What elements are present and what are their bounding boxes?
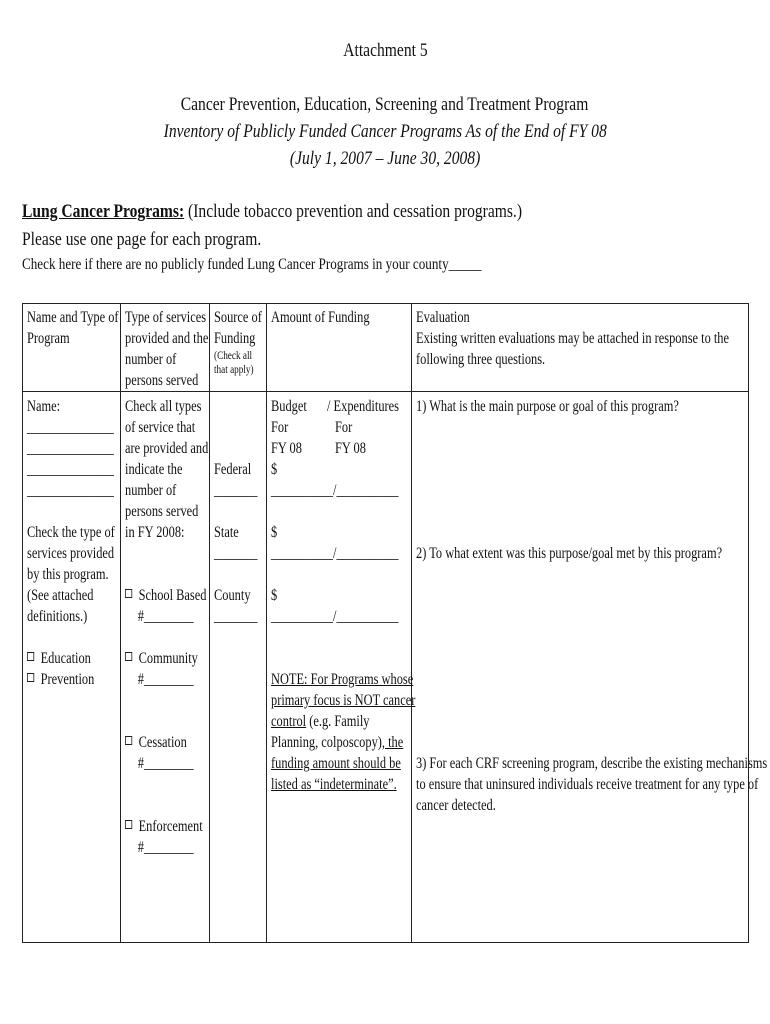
table-body-row bbox=[23, 392, 749, 943]
service-school-based[interactable] bbox=[125, 585, 207, 606]
service-count-blank[interactable]: #________ bbox=[137, 608, 194, 625]
no-programs-check-line[interactable]: Check here if there are no publicly funded Lung Cancer Programs in your county_____ bbox=[22, 256, 482, 273]
evaluation-cell bbox=[412, 392, 768, 943]
section-note: (Include tobacco prevention and cessation programs.) bbox=[188, 201, 523, 222]
checkbox-icon[interactable] bbox=[27, 673, 34, 682]
name-blank[interactable]: ______________ bbox=[27, 461, 114, 478]
header-text: Funding bbox=[214, 330, 256, 347]
section-heading bbox=[22, 201, 522, 223]
budget-label: For bbox=[271, 419, 289, 436]
county-dollar: $ bbox=[271, 587, 278, 604]
checkbox-icon[interactable] bbox=[125, 589, 132, 598]
checkbox-icon[interactable] bbox=[125, 820, 132, 829]
source-federal-blank[interactable]: _______ bbox=[214, 482, 258, 499]
service-label: Enforcement bbox=[138, 818, 203, 835]
reporting-period: (July 1, 2007 – June 30, 2008) bbox=[289, 148, 481, 169]
evaluation-question-3: 3) For each CRF screening program, describe the existing mechanisms bbox=[416, 755, 768, 772]
header-note: (Check all bbox=[214, 350, 253, 362]
header-text: following three questions. bbox=[416, 351, 546, 368]
option-label: Prevention bbox=[40, 671, 95, 688]
services-intro: of service that bbox=[125, 419, 196, 436]
header-note: that apply) bbox=[214, 364, 254, 376]
services-intro: Check all types bbox=[125, 398, 202, 415]
checkbox-icon[interactable] bbox=[125, 652, 132, 661]
section-label: Lung Cancer Programs: bbox=[22, 201, 185, 222]
service-count-blank[interactable]: #________ bbox=[137, 671, 194, 688]
check-type-text: by this program. bbox=[27, 566, 109, 583]
document-subtitle: Inventory of Publicly Funded Cancer Programs As of the End of FY 08 bbox=[163, 121, 607, 142]
budget-label: Budget bbox=[271, 398, 307, 415]
service-label: Community bbox=[138, 650, 198, 667]
option-prevention[interactable] bbox=[27, 669, 101, 690]
federal-dollar: $ bbox=[271, 461, 278, 478]
service-count-blank[interactable]: #________ bbox=[137, 839, 194, 856]
option-label: Education bbox=[40, 650, 91, 667]
federal-amount-blank[interactable]: __________/__________ bbox=[271, 482, 399, 499]
checkbox-icon[interactable] bbox=[125, 736, 132, 745]
header-text: Type of services bbox=[125, 309, 207, 326]
note-line: funding amount should be bbox=[271, 755, 401, 772]
inventory-table bbox=[22, 303, 768, 943]
note-line: NOTE: For Programs whose bbox=[271, 671, 414, 688]
header-funding-source bbox=[210, 304, 267, 392]
header-text: Existing written evaluations may be attached in response to the bbox=[416, 330, 730, 347]
header-text: Amount of Funding bbox=[271, 309, 370, 326]
header-text: Source of bbox=[214, 309, 262, 326]
budget-expend-heading bbox=[271, 396, 399, 417]
evaluation-question-1: 1) What is the main purpose or goal of this program? bbox=[416, 398, 679, 415]
instruction-text: Please use one page for each program. bbox=[22, 229, 262, 250]
source-state-blank[interactable]: _______ bbox=[214, 545, 258, 562]
expenditure-label: FY 08 bbox=[335, 440, 366, 457]
note-line-part: (e.g. Family bbox=[306, 713, 370, 730]
check-type-text: (See attached bbox=[27, 587, 94, 604]
evaluation-question-3: to ensure that uninsured individuals receive treatment for any type of bbox=[416, 776, 759, 793]
service-community[interactable] bbox=[125, 648, 198, 669]
attachment-label: Attachment 5 bbox=[342, 40, 428, 61]
name-blank[interactable]: ______________ bbox=[27, 482, 114, 499]
note-line-part: control bbox=[271, 713, 307, 730]
evaluation-question-2: 2) To what extent was this purpose/goal met by this program? bbox=[416, 545, 723, 562]
amount-cell bbox=[267, 392, 416, 943]
source-county: County bbox=[214, 587, 251, 604]
header-text: number of bbox=[125, 351, 177, 368]
source-state: State bbox=[214, 524, 239, 541]
name-label: Name: bbox=[27, 398, 61, 415]
source-federal: Federal bbox=[214, 461, 252, 478]
service-enforcement[interactable] bbox=[125, 816, 203, 837]
check-type-text: definitions.) bbox=[27, 608, 88, 625]
budget-expend-heading bbox=[271, 438, 382, 459]
check-type-text: Check the type of bbox=[27, 524, 115, 541]
funding-source-cell bbox=[210, 392, 267, 943]
note-line-part: Planning, colposcopy) bbox=[271, 734, 382, 751]
expenditure-label: For bbox=[335, 419, 353, 436]
budget-expend-heading bbox=[271, 417, 382, 438]
service-count-blank[interactable]: #________ bbox=[137, 755, 194, 772]
services-intro: number of bbox=[125, 482, 177, 499]
service-label: School Based bbox=[138, 587, 207, 604]
checkbox-icon[interactable] bbox=[27, 652, 34, 661]
name-type-cell bbox=[23, 392, 121, 943]
header-evaluation bbox=[412, 304, 749, 392]
header-name-type bbox=[23, 304, 121, 392]
document-title: Cancer Prevention, Education, Screening and Treatment Program bbox=[181, 94, 589, 115]
header-services bbox=[121, 304, 210, 392]
county-amount-blank[interactable]: __________/__________ bbox=[271, 608, 399, 625]
header-text: Program bbox=[27, 330, 70, 347]
note-line-part: , the bbox=[381, 734, 404, 751]
services-intro: persons served bbox=[125, 503, 199, 520]
service-cessation[interactable] bbox=[125, 732, 191, 753]
name-blank[interactable]: ______________ bbox=[27, 419, 114, 436]
header-text: provided and the bbox=[125, 330, 209, 347]
service-label: Cessation bbox=[138, 734, 187, 751]
expenditure-label: / Expenditures bbox=[327, 398, 399, 415]
services-intro: indicate the bbox=[125, 461, 183, 478]
evaluation-question-3: cancer detected. bbox=[416, 797, 496, 814]
option-education[interactable] bbox=[27, 648, 101, 669]
state-dollar: $ bbox=[271, 524, 278, 541]
note-line: primary focus is NOT cancer bbox=[271, 692, 416, 709]
note-line: listed as “indeterminate”. bbox=[271, 776, 397, 793]
name-blank[interactable]: ______________ bbox=[27, 440, 114, 457]
services-intro: in FY 2008: bbox=[125, 524, 185, 541]
funding-note bbox=[271, 669, 416, 795]
services-intro: are provided and bbox=[125, 440, 209, 457]
check-type-text: services provided bbox=[27, 545, 115, 562]
header-amount bbox=[267, 304, 412, 392]
note-line bbox=[271, 711, 382, 732]
budget-label: FY 08 bbox=[271, 440, 302, 457]
header-text: persons served bbox=[125, 372, 199, 389]
source-county-blank[interactable]: _______ bbox=[214, 608, 258, 625]
header-text: Name and Type of bbox=[27, 309, 119, 326]
note-line bbox=[271, 732, 404, 753]
services-cell bbox=[121, 392, 210, 943]
header-text: Evaluation bbox=[416, 309, 470, 326]
state-amount-blank[interactable]: __________/__________ bbox=[271, 545, 399, 562]
table-header-row bbox=[23, 304, 749, 392]
